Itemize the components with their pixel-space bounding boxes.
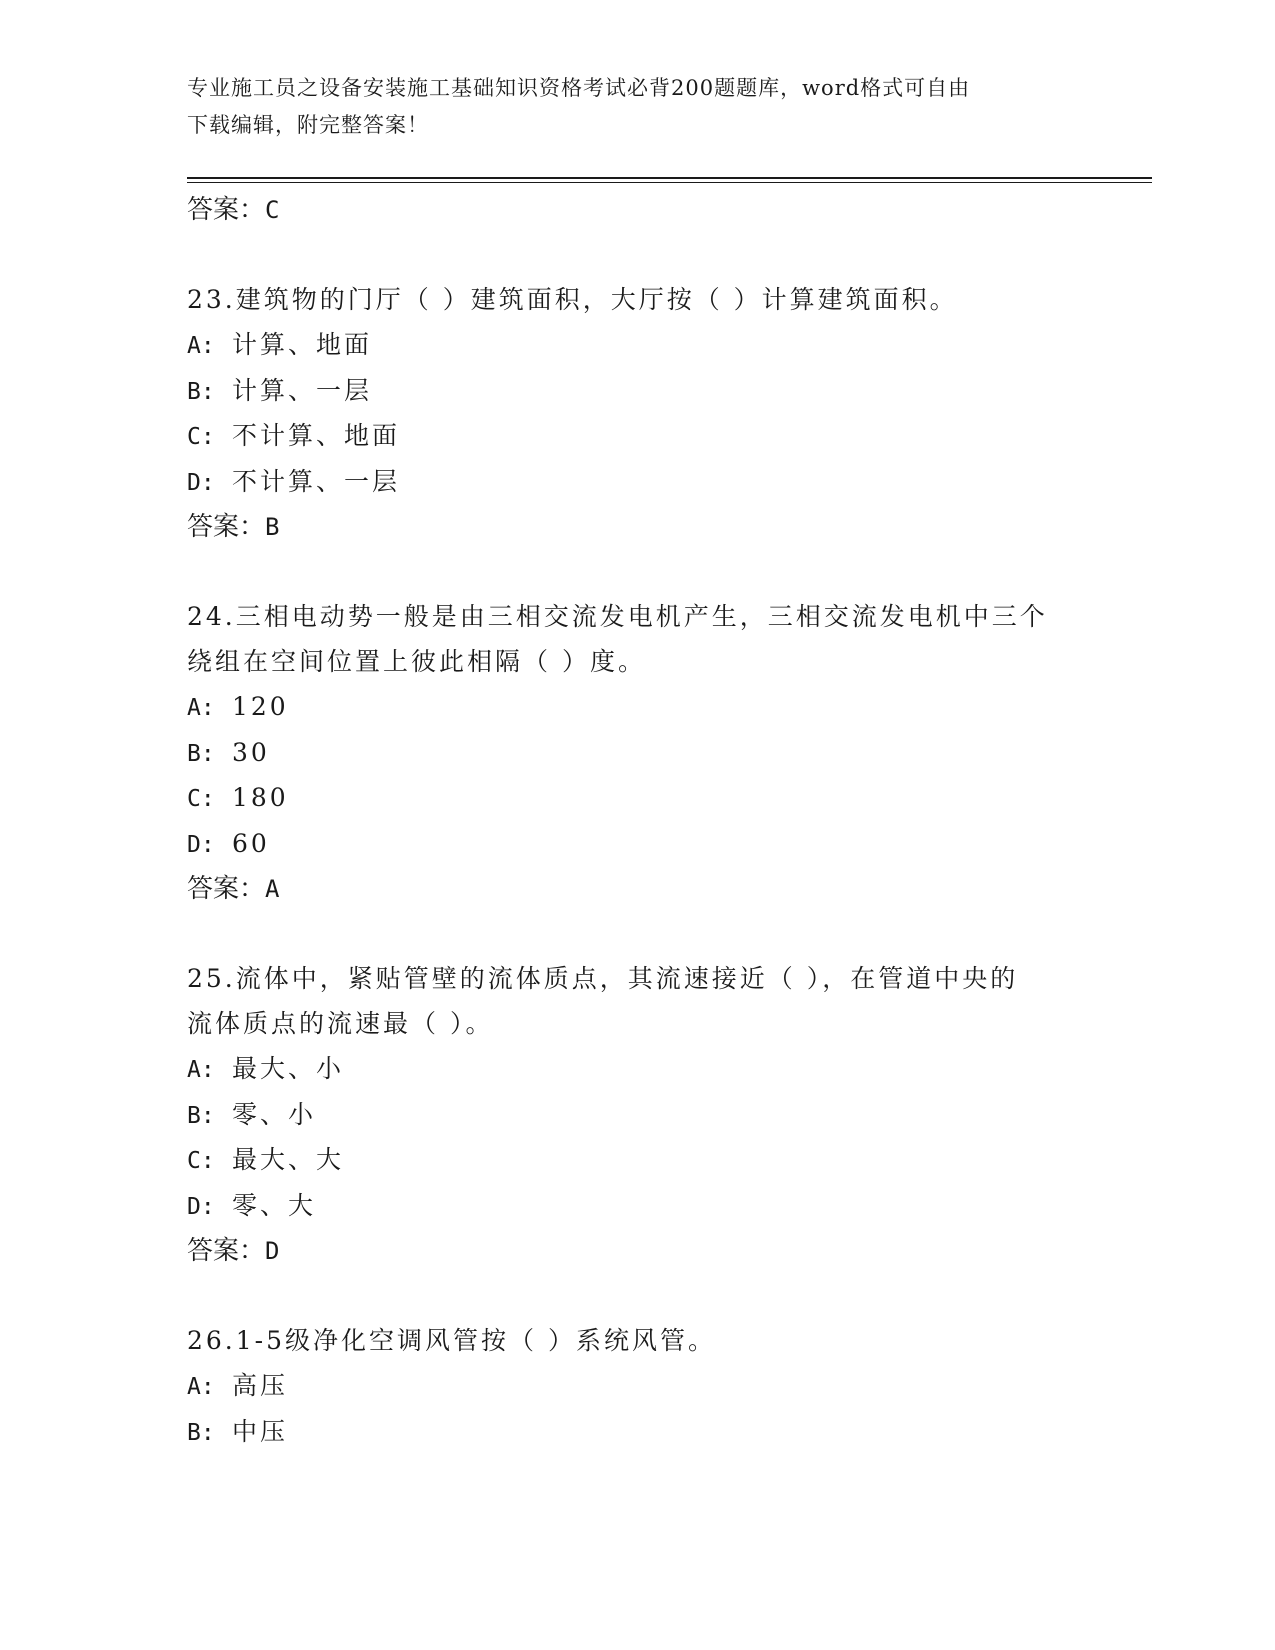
- option-text: 30: [232, 737, 270, 767]
- answer-label: 答案：: [187, 195, 266, 225]
- option-b: [187, 730, 1152, 776]
- option-text: 120: [232, 692, 289, 721]
- header-line-1: 专业施工员之设备安装施工基础知识资格考试必背200题题库，word格式可自由: [187, 76, 971, 100]
- question-text-line: 绕组在空间位置上彼此相隔（ ）度。: [187, 647, 646, 676]
- option-label: B:: [187, 1102, 215, 1129]
- option-label: C:: [187, 786, 215, 812]
- answer-label: 答案：: [187, 512, 266, 542]
- option-text: 60: [232, 828, 270, 858]
- option-label: A:: [187, 1057, 215, 1083]
- option-label: A:: [187, 333, 215, 359]
- option-text: 中压: [232, 1416, 289, 1446]
- option-a: [187, 1046, 1152, 1092]
- question-text-line: 23.建筑物的门厅（ ）建筑面积，大厅按（ ）计算建筑面积。: [187, 285, 958, 314]
- question-24: [187, 594, 1152, 912]
- question-23: [187, 277, 1152, 550]
- option-label: A:: [187, 695, 215, 721]
- answer-value: B: [265, 513, 280, 541]
- option-c: [187, 1137, 1152, 1183]
- answer-value: D: [265, 1237, 280, 1265]
- option-text: 计算、地面: [232, 330, 373, 359]
- option-text: 最大、小: [232, 1054, 345, 1083]
- header-rule-thick: [187, 177, 1152, 179]
- option-d: [187, 459, 1152, 505]
- header-rule-thin: [187, 182, 1152, 183]
- option-a: [187, 684, 1152, 730]
- question-text-line: 流体质点的流速最（ ）。: [187, 1009, 494, 1038]
- question-text: [187, 594, 1077, 684]
- option-text: 高压: [232, 1371, 289, 1400]
- option-text: 零、小: [232, 1099, 317, 1129]
- option-label: D:: [187, 831, 215, 858]
- question-25: [187, 956, 1152, 1274]
- option-b: [187, 1409, 1152, 1455]
- question-text: [187, 277, 1077, 322]
- option-text: 最大、大: [232, 1145, 345, 1174]
- header-line-2: 下载编辑，附完整答案！: [187, 113, 429, 137]
- answer-line: [187, 187, 1152, 233]
- option-label: D:: [187, 1193, 215, 1220]
- option-text: 零、大: [232, 1190, 317, 1220]
- answer-line: [187, 504, 1152, 550]
- question-text-line: 26.1-5级净化空调风管按（ ）系统风管。: [187, 1326, 716, 1355]
- answer-label: 答案：: [187, 874, 266, 904]
- answer-label: 答案：: [187, 1236, 266, 1266]
- option-a: [187, 1363, 1152, 1409]
- option-a: [187, 322, 1152, 368]
- option-label: D:: [187, 469, 215, 496]
- document-header: [187, 70, 1067, 144]
- option-text: 不计算、地面: [232, 421, 401, 450]
- question-26: [187, 1318, 1152, 1454]
- question-text-line: 25.流体中，紧贴管壁的流体质点，其流速接近（ ），在管道中央的: [187, 964, 1019, 993]
- answer-value: A: [265, 875, 280, 903]
- answer-line: [187, 1228, 1152, 1274]
- option-c: [187, 775, 1152, 821]
- option-label: C:: [187, 424, 215, 450]
- option-d: [187, 821, 1152, 867]
- option-label: A:: [187, 1374, 215, 1400]
- option-text: 180: [232, 783, 289, 812]
- option-text: 计算、一层: [232, 375, 373, 405]
- option-label: C:: [187, 1148, 215, 1174]
- option-b: [187, 368, 1152, 414]
- question-text: [187, 956, 1077, 1046]
- option-c: [187, 413, 1152, 459]
- option-b: [187, 1092, 1152, 1138]
- question-list: [187, 187, 1152, 1454]
- answer-value: C: [265, 196, 280, 224]
- option-label: B:: [187, 378, 215, 405]
- question-text-line: 24.三相电动势一般是由三相交流发电机产生，三相交流发电机中三个: [187, 602, 1048, 631]
- question-text: [187, 1318, 1077, 1363]
- answer-line: [187, 866, 1152, 912]
- option-text: 不计算、一层: [232, 466, 401, 496]
- option-d: [187, 1183, 1152, 1229]
- option-label: B:: [187, 740, 215, 767]
- option-label: B:: [187, 1419, 215, 1446]
